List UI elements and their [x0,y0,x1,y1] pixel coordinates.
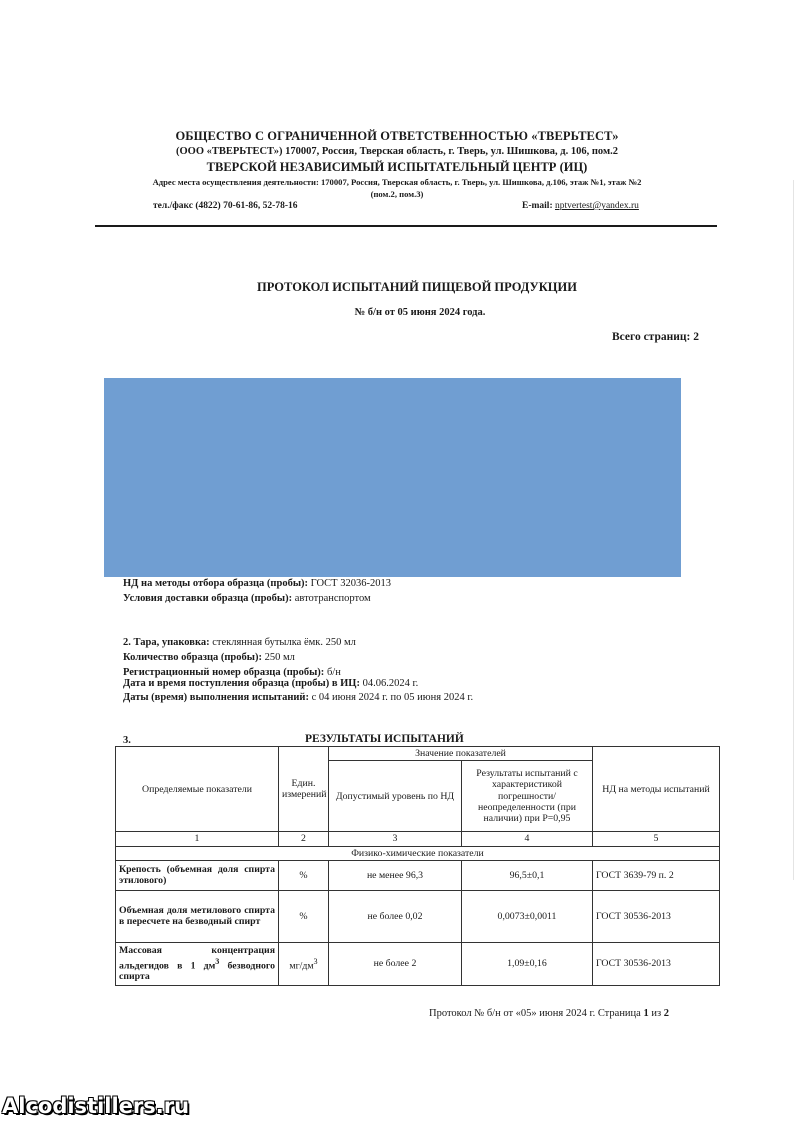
delivery-label: Условия доставки образца (пробы): [123,593,293,604]
indicator-name [116,942,279,985]
table-row [116,890,720,942]
footer-page: 1 [643,1008,649,1019]
received-label: Дата и время поступления образца (пробы) в ИЦ: [123,678,360,689]
total-pages: Всего страниц: 2 [612,331,699,343]
col-number: 1 [116,832,279,846]
received-line [123,678,418,689]
sampling-method-label: НД на методы отбора образца (пробы): [123,578,309,589]
indicator-name-sup: 3 [215,956,220,966]
email-link[interactable]: nptvertest@yandex.ru [554,201,639,211]
unit-sup: 3 [313,956,318,966]
email-label: E-mail: [522,201,553,211]
indicator-name: Объемная доля метилового спирта в пересчете на безводный спирт [116,890,279,942]
activity-address: Адрес места осуществления деятельности: 170007, Россия, Тверская область, г. Тверь, ул. Шишкова, д.106, этаж №1, этаж №2 [152,177,642,187]
header-indicator: Определяемые показатели [116,747,279,832]
unit-cell: % [279,890,329,942]
col-number: 4 [462,832,593,846]
registration-label: Регистрационный номер образца (пробы): [123,667,325,678]
package-line [123,637,356,648]
result-cell: 1,09±0,16 [462,942,593,985]
footer-total: 2 [663,1008,669,1019]
registration-line [123,667,341,678]
method-cell: ГОСТ 30536-2013 [593,942,720,985]
received-value: 04.06.2024 г. [359,678,419,689]
redaction-block [104,378,681,577]
org-short-address: (ООО «ТВЕРЬТЕСТ») 170007, Россия, Тверская область, г. Тверь, ул. Шишкова, д. 106, пом.2 [176,146,618,157]
results-section-number: 3. [123,735,131,746]
tested-label: Даты (время) выполнения испытаний: [123,692,309,703]
footer-of: из [648,1008,664,1019]
tested-line [123,692,473,703]
unit-cell: % [279,860,329,890]
sampling-method-line [123,578,391,589]
method-cell: ГОСТ 3639-79 п. 2 [593,860,720,890]
phone-fax: тел./факс (4822) 70-61-86, 52-78-16 [153,201,298,211]
allowed-cell: не менее 96,3 [329,860,462,890]
footer-prefix: Протокол № б/н от «05» июня 2024 г. Страница [429,1008,644,1019]
package-label: 2. Тара, упаковка: [123,637,210,648]
package-value: стеклянная бутылка ёмк. 250 мл [209,637,356,648]
testing-center-name: ТВЕРСКОЙ НЕЗАВИСИМЫЙ ИСПЫТАТЕЛЬНЫЙ ЦЕНТР (ИЦ) [206,160,588,174]
indicator-name-tail: безводного спирта [119,959,275,983]
quantity-line [123,652,295,663]
result-cell: 0,0073±0,0011 [462,890,593,942]
watermark: Alcodistillers.ru [2,1094,190,1118]
unit-cell [279,942,329,985]
indicator-name-main: Массовая концентрация альдегидов в 1 дм [119,945,275,971]
indicator-name: Крепость (объемная доля спирта этилового) [116,860,279,890]
col-number: 2 [279,832,329,846]
table-row [116,942,720,985]
header-method: НД на методы испытаний [593,747,720,832]
activity-address-rooms: (пом.2, пом.3) [370,189,424,199]
table-row [116,860,720,890]
allowed-cell: не более 2 [329,942,462,985]
header-allowed: Допустимый уровень по НД [329,761,462,832]
header-values-group: Значение показателей [329,747,593,761]
protocol-title: ПРОТОКОЛ ИСПЫТАНИЙ ПИЩЕВОЙ ПРОДУКЦИИ [257,280,577,294]
results-table [115,746,720,986]
group-title: Физико-химические показатели [116,846,720,860]
method-cell: ГОСТ 30536-2013 [593,890,720,942]
col-number: 3 [329,832,462,846]
header-divider [95,225,717,227]
registration-value: б/н [324,667,341,678]
page-footer [429,1008,669,1019]
email-block [522,201,639,211]
org-name: ОБЩЕСТВО С ОГРАНИЧЕННОЙ ОТВЕТСТВЕННОСТЬЮ «ТВЕРЬТЕСТ» [175,129,619,143]
result-cell: 96,5±0,1 [462,860,593,890]
sampling-method-value: ГОСТ 32036-2013 [308,578,391,589]
results-section-title: РЕЗУЛЬТАТЫ ИСПЫТАНИЙ [305,733,464,745]
header-result: Результаты испытаний с характеристикой погрешности/ неопределенности (при наличии) при Р=0,95 [462,761,593,832]
delivery-line [123,593,371,604]
protocol-number: № б/н от 05 июня 2024 года. [354,307,486,318]
tested-value: с 04 июня 2024 г. по 05 июня 2024 г. [308,692,474,703]
allowed-cell: не более 0,02 [329,890,462,942]
delivery-value: автотранспортом [292,593,371,604]
unit-main: мг/дм [289,959,314,971]
quantity-value: 250 мл [261,652,295,663]
quantity-label: Количество образца (пробы): [123,652,262,663]
header-unit: Един. измерений [279,747,329,832]
col-number: 5 [593,832,720,846]
